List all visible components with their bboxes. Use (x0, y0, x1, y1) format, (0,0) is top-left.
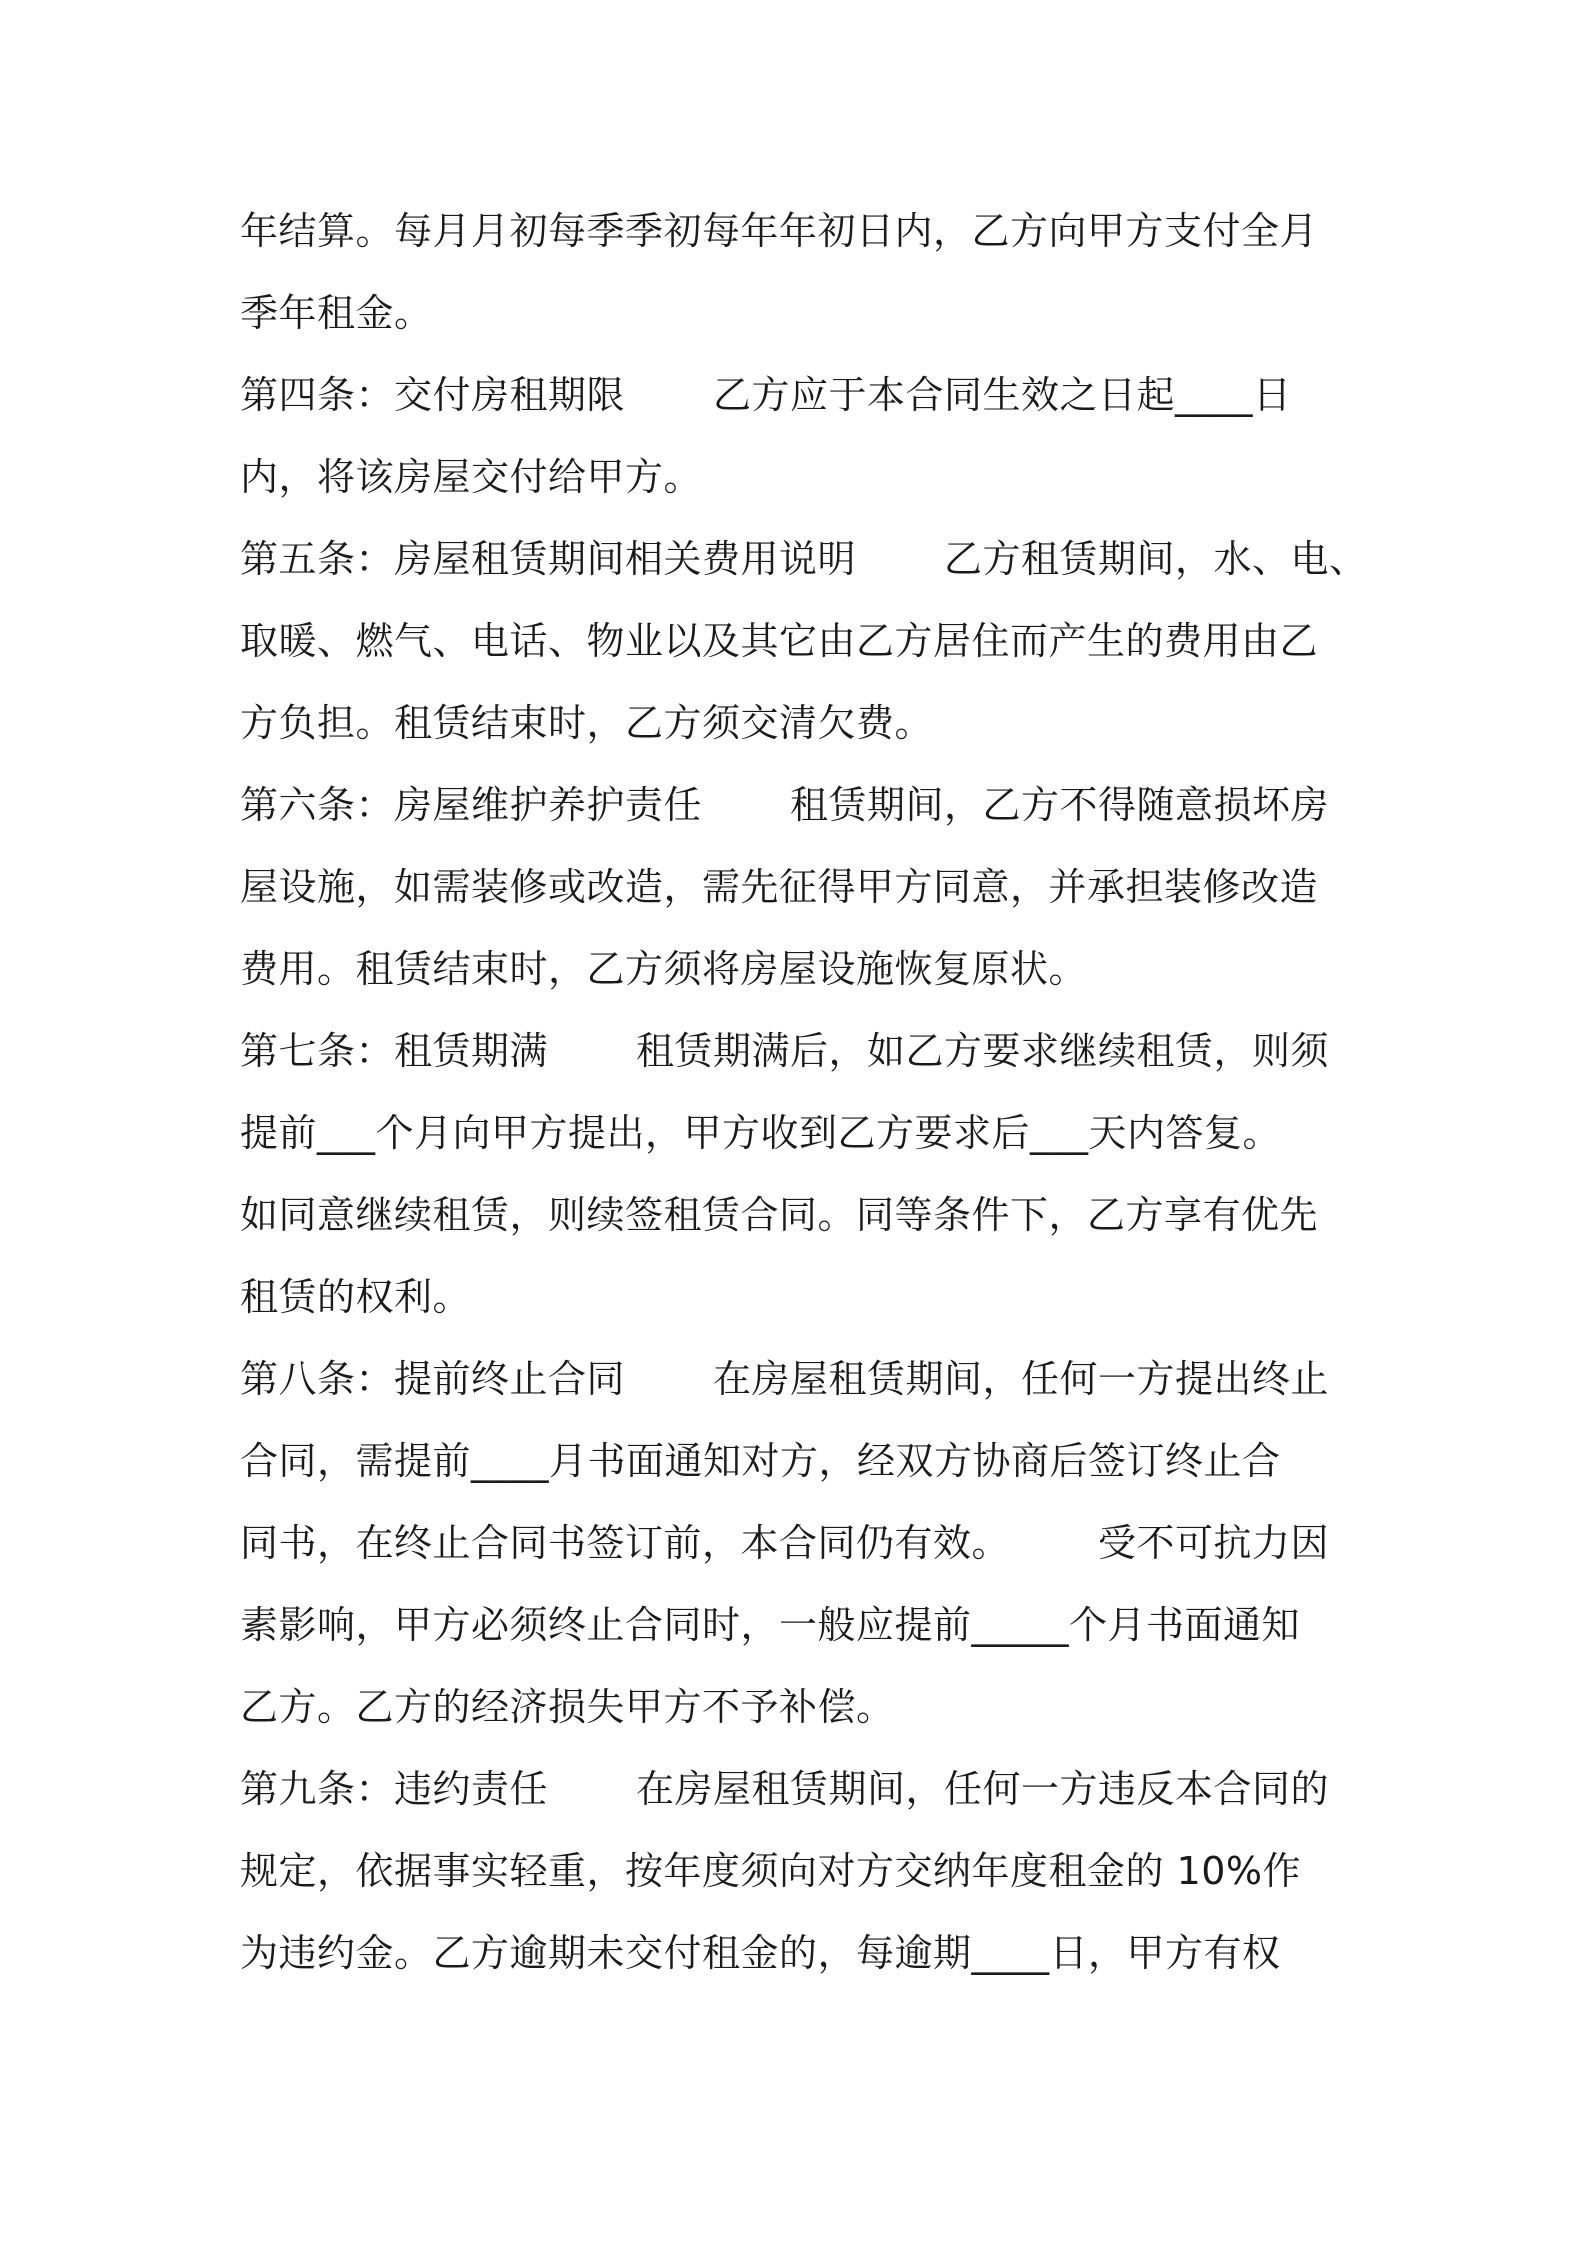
contract-body (240, 190, 1368, 1994)
article-9-heading-line: 第九条：违约责任 在房屋租赁期间，任何一方违反本合同的 (240, 1767, 1330, 1811)
article-7-heading-line: 第七条：租赁期满 租赁期满后，如乙方要求继续租赁，则须 (240, 1029, 1330, 1073)
article-6-heading-line: 第六条：房屋维护养护责任 租赁期间，乙方不得随意损坏房 (240, 783, 1330, 827)
text-line: 同书，在终止合同书签订前，本合同仍有效。 受不可抗力因 (240, 1521, 1330, 1565)
text-line: 季年租金。 (240, 291, 433, 335)
article-4-heading-line: 第四条：交付房租期限 乙方应于本合同生效之日起____日 (240, 373, 1292, 417)
text-line: 合同，需提前____月书面通知对方，经双方协商后签订终止合 (240, 1439, 1281, 1483)
text-line: 提前___个月向甲方提出，甲方收到乙方要求后___天内答复。 (240, 1111, 1282, 1155)
text-line: 为违约金。乙方逾期未交付租金的，每逾期____日，甲方有权 (240, 1931, 1281, 1975)
text-line: 规定，依据事实轻重，按年度须向对方交纳年度租金的 10%作 (240, 1849, 1302, 1893)
text-line: 乙方。乙方的经济损失甲方不予补偿。 (240, 1685, 895, 1729)
article-8-heading-line: 第八条：提前终止合同 在房屋租赁期间，任何一方提出终止 (240, 1357, 1330, 1401)
text-line: 租赁的权利。 (240, 1275, 472, 1319)
text-line: 内，将该房屋交付给甲方。 (240, 455, 703, 499)
text-line: 取暖、燃气、电话、物业以及其它由乙方居住而产生的费用由乙 (240, 619, 1319, 663)
text-line: 素影响，甲方必须终止合同时，一般应提前_____个月书面通知 (240, 1603, 1301, 1647)
text-line: 屋设施，如需装修或改造，需先征得甲方同意，并承担装修改造 (240, 865, 1319, 909)
text-line: 费用。租赁结束时，乙方须将房屋设施恢复原状。 (240, 947, 1088, 991)
text-line: 年结算。每月月初每季季初每年年初日内，乙方向甲方支付全月 (240, 209, 1319, 253)
article-5-heading-line: 第五条：房屋租赁期间相关费用说明 乙方租赁期间，水、电、 (240, 537, 1368, 581)
text-line: 如同意继续租赁，则续签租赁合同。同等条件下，乙方享有优先 (240, 1193, 1319, 1237)
text-line: 方负担。租赁结束时，乙方须交清欠费。 (240, 701, 934, 745)
